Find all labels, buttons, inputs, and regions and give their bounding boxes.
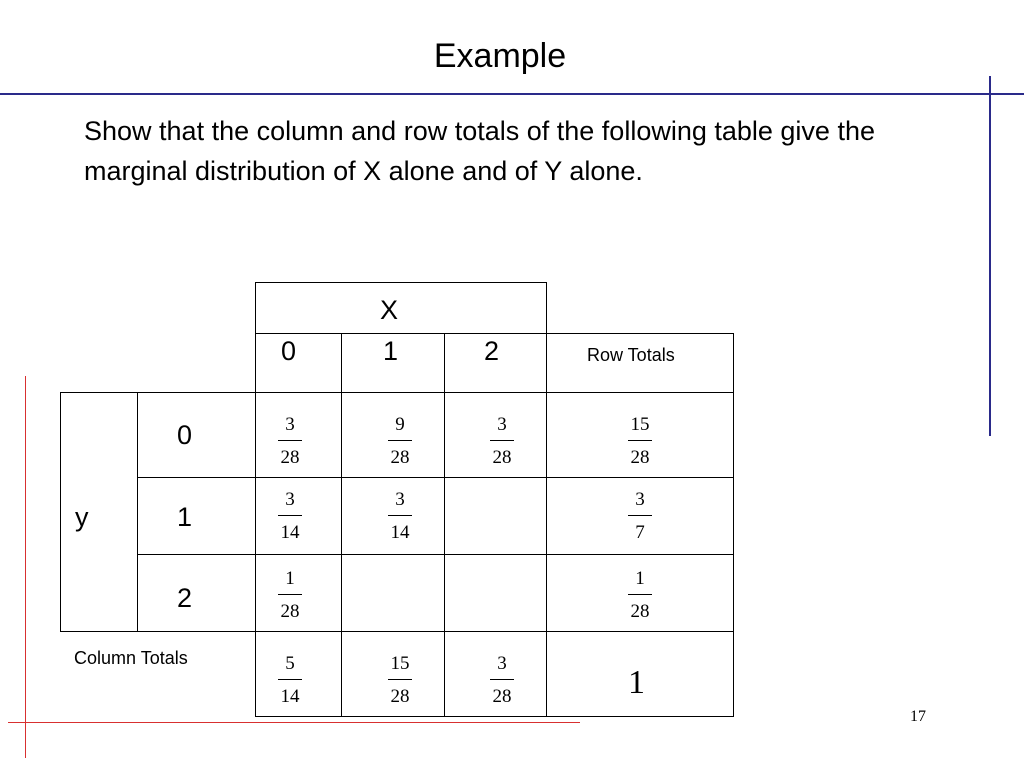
fraction-r0-c0: 3 28 [260, 414, 320, 469]
row-total-fraction-1: 3 7 [610, 489, 670, 544]
column-total-fraction-1: 15 28 [370, 653, 430, 708]
x-value-label-0: 0 [281, 336, 297, 366]
y-label-cell [60, 392, 138, 632]
y-value-cell-0 [137, 392, 256, 478]
cell-r2-c2 [444, 554, 547, 632]
x-header-label: X [380, 295, 399, 325]
fraction-r1-c0: 3 14 [260, 489, 320, 544]
y-value-label-1: 1 [177, 502, 193, 532]
page-number: 17 [910, 708, 926, 725]
y-value-label-2: 2 [177, 583, 193, 613]
slide-body-text: Show that the column and row totals of the following table give the marginal distribution of X alone and of Y alone. [84, 116, 875, 186]
fraction-r0-c2: 3 28 [472, 414, 532, 469]
fraction-r0-c1: 9 28 [370, 414, 430, 469]
row-totals-label: Row Totals [587, 345, 675, 365]
column-totals-label: Column Totals [74, 648, 188, 668]
top-divider-line [0, 93, 1024, 95]
x-value-label-1: 1 [383, 336, 399, 366]
y-value-cell-1 [137, 477, 256, 555]
y-value-label-0: 0 [177, 420, 193, 450]
slide-title: Example [433, 37, 567, 75]
x-value-cell-0 [255, 333, 342, 393]
fraction-r1-c1: 3 14 [370, 489, 430, 544]
right-vertical-line [989, 76, 991, 436]
bottom-red-line [8, 722, 580, 723]
cell-r2-c1 [341, 554, 445, 632]
y-value-cell-2 [137, 554, 256, 632]
row-total-fraction-2: 1 28 [610, 568, 670, 623]
x-header-cell [255, 282, 547, 334]
y-label: y [75, 502, 89, 532]
row-total-fraction-0: 15 28 [610, 414, 670, 469]
column-total-fraction-0: 5 14 [260, 653, 320, 708]
grand-total-value: 1 [628, 664, 645, 701]
left-red-line [25, 376, 26, 758]
cell-r1-c2 [444, 477, 547, 555]
x-value-label-2: 2 [484, 336, 500, 366]
fraction-r2-c0: 1 28 [260, 568, 320, 623]
column-total-fraction-2: 3 28 [472, 653, 532, 708]
